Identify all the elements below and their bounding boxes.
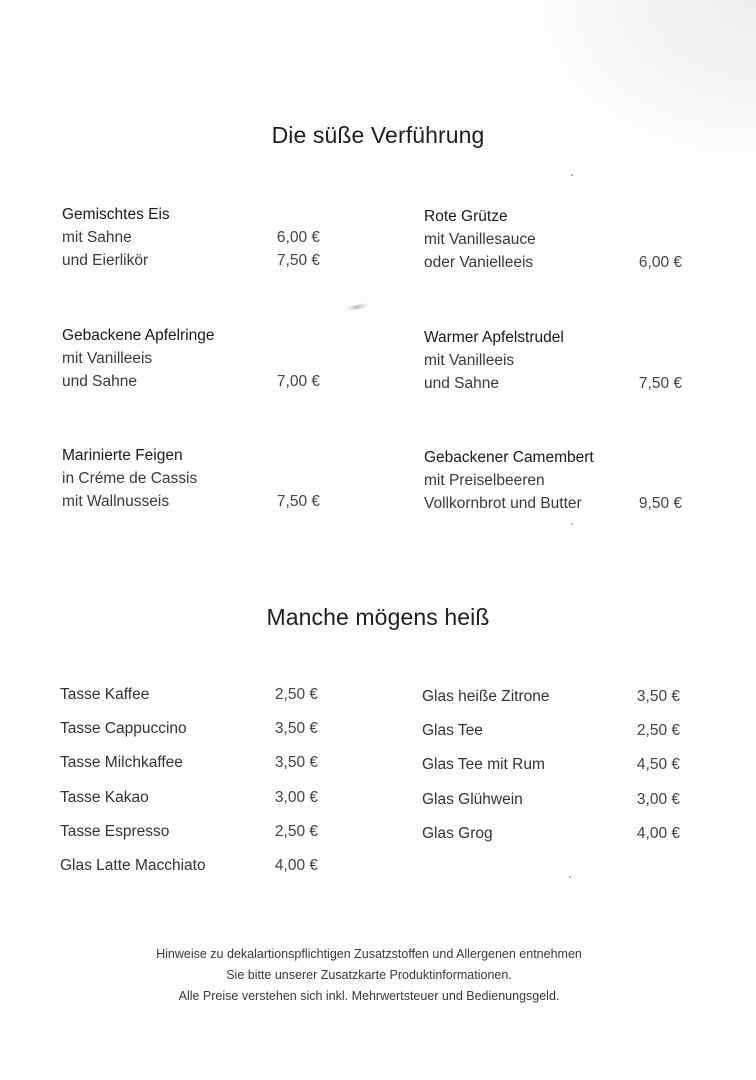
dessert-price: 7,00 € — [276, 373, 320, 390]
drink-name: Glas Tee mit Rum — [422, 756, 545, 774]
drink-name: Tasse Kakao — [60, 788, 149, 806]
dessert-gebackene-apfelringe — [62, 324, 320, 393]
drink-row — [60, 712, 318, 746]
dessert-description: mit Sahne — [62, 229, 132, 246]
dessert-line — [62, 467, 320, 490]
footnote-line: Alle Preise verstehen sich inkl. Mehrwertsteuer und Bedienungsgeld. — [178, 989, 560, 1003]
drink-price: 3,50 € — [274, 720, 318, 738]
drink-name: Glas Glühwein — [422, 790, 523, 808]
drink-name: Glas Latte Macchiato — [60, 856, 206, 874]
dessert-marinierte-feigen — [62, 444, 320, 513]
dessert-name: Rote Grütze — [424, 208, 508, 225]
dessert-line — [424, 372, 682, 395]
drink-row — [422, 748, 680, 782]
drink-price: 3,00 € — [274, 788, 318, 806]
scan-speck — [571, 523, 573, 525]
drink-price: 4,00 € — [274, 856, 318, 874]
drink-price: 4,50 € — [636, 756, 680, 774]
dessert-line — [62, 249, 320, 272]
footnote — [0, 944, 738, 1007]
drink-row — [60, 849, 318, 883]
drinks-list-left — [60, 678, 318, 883]
drink-row — [60, 815, 318, 849]
drink-price: 3,50 € — [274, 754, 318, 772]
drink-price: 3,00 € — [636, 790, 680, 808]
scan-speck — [569, 876, 571, 878]
dessert-description: mit Preiselbeeren — [424, 472, 545, 489]
dessert-name: Gebackene Apfelringe — [62, 327, 215, 344]
drink-row — [422, 714, 680, 748]
dessert-name: Marinierte Feigen — [62, 447, 183, 464]
drink-price: 3,50 € — [636, 688, 680, 705]
dessert-description: in Créme de Cassis — [62, 470, 198, 487]
dessert-description: mit Vanillesauce — [424, 231, 536, 248]
dessert-name: Warmer Apfelstrudel — [424, 329, 564, 346]
dessert-description: mit Vanilleeis — [62, 350, 153, 367]
drink-name: Tasse Cappuccino — [60, 720, 187, 738]
dessert-description: Vollkornbrot und Butter — [424, 495, 582, 512]
drink-row — [422, 783, 680, 817]
footnote-line: Sie bitte unserer Zusatzkarte Produktinformationen. — [226, 968, 512, 982]
drink-row — [60, 746, 318, 780]
dessert-line — [62, 490, 320, 513]
dessert-description: und Sahne — [424, 375, 499, 392]
drink-name: Tasse Kaffee — [60, 686, 150, 703]
scan-speck — [571, 174, 573, 176]
drink-name: Tasse Espresso — [60, 822, 170, 840]
dessert-description: und Eierlikör — [62, 252, 149, 269]
dessert-gebackener-camembert — [424, 446, 682, 515]
drink-price: 2,50 € — [274, 822, 318, 840]
drink-row — [60, 678, 318, 712]
dessert-name: Gebackener Camembert — [424, 449, 594, 466]
section-title-hot-drinks: Manche mögens heiß — [266, 604, 490, 630]
drink-price: 4,00 € — [636, 824, 680, 842]
drink-name: Glas heiße Zitrone — [422, 688, 550, 705]
dessert-price: 6,00 € — [276, 229, 320, 246]
dessert-price: 9,50 € — [638, 495, 682, 512]
dessert-line — [424, 228, 682, 251]
dessert-price: 7,50 € — [638, 375, 682, 392]
scan-smudge — [346, 303, 368, 311]
dessert-description: und Sahne — [62, 373, 137, 390]
dessert-description: mit Wallnusseis — [62, 493, 170, 510]
footnote-line: Hinweise zu dekalartionspflichtigen Zusatzstoffen und Allergenen entnehmen — [156, 947, 582, 961]
drink-name: Tasse Milchkaffee — [60, 754, 183, 772]
drink-row — [422, 817, 680, 851]
drink-name: Glas Tee — [422, 722, 483, 740]
section-title-dessert: Die süße Verführung — [271, 122, 485, 148]
dessert-rote-gruetze — [424, 205, 682, 274]
dessert-name: Gemischtes Eis — [62, 206, 170, 223]
drink-row — [60, 781, 318, 815]
dessert-line — [62, 226, 320, 249]
drink-price: 2,50 € — [636, 722, 680, 740]
dessert-description: oder Vanielleeis — [424, 254, 534, 271]
dessert-price: 7,50 € — [276, 252, 320, 269]
dessert-gemischtes-eis — [62, 203, 320, 272]
dessert-line — [424, 349, 682, 372]
dessert-price: 7,50 € — [276, 493, 320, 510]
dessert-line — [62, 370, 320, 393]
drink-price: 2,50 € — [274, 686, 318, 703]
dessert-line — [424, 251, 682, 274]
drink-name: Glas Grog — [422, 824, 493, 842]
dessert-line — [424, 469, 682, 492]
dessert-warmer-apfelstrudel — [424, 326, 682, 395]
dessert-line — [424, 492, 682, 515]
drinks-list-right — [422, 680, 680, 851]
drink-row — [422, 680, 680, 714]
dessert-line — [62, 347, 320, 370]
dessert-description: mit Vanilleeis — [424, 352, 515, 369]
dessert-price: 6,00 € — [638, 254, 682, 271]
